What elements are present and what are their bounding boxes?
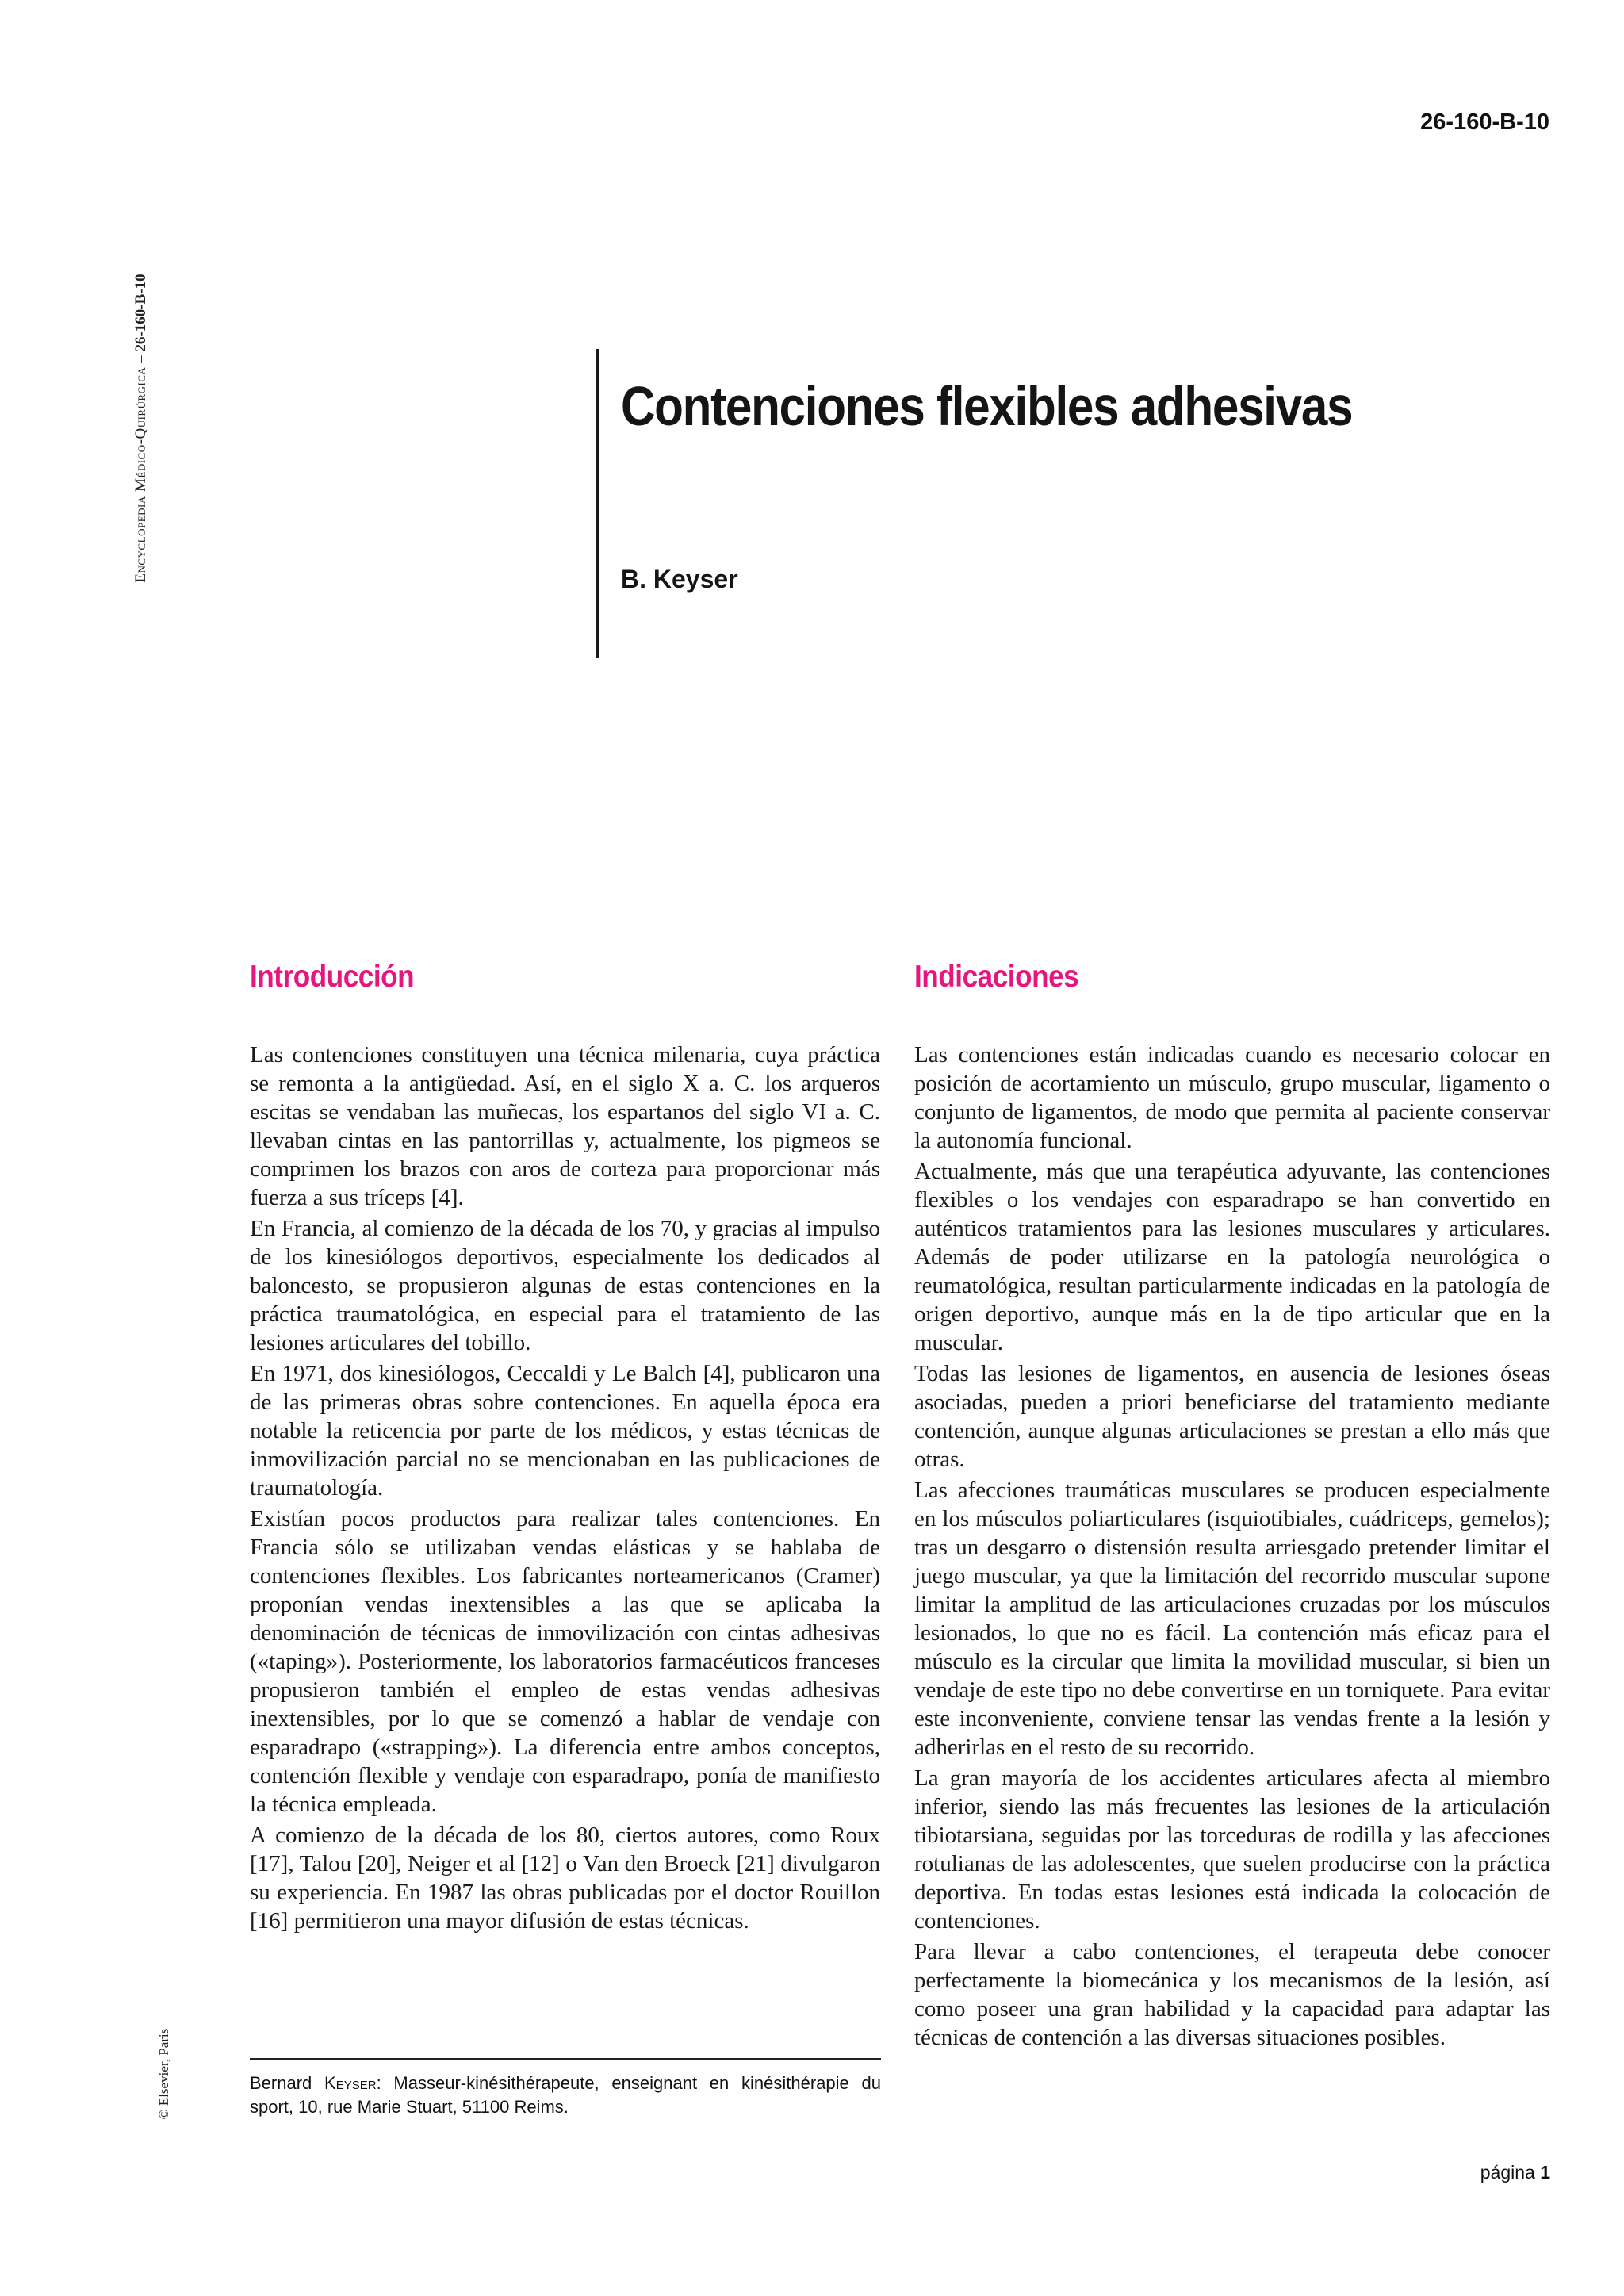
article-author: B. Keyser <box>621 565 738 593</box>
column-right <box>914 960 1550 2054</box>
paragraph: La gran mayoría de los accidentes articulares afecta al miembro inferior, siendo las más frecuentes las lesiones de la articulación tibiotarsiana, seguidas por las torceduras de rodilla y las afecciones rotulianas de las adolescentes, que suelen producirse con la práctica deportiva. En todas estas lesiones está indicada la colocación de contenciones. <box>914 1765 1550 1934</box>
paragraph: Existían pocos productos para realizar tales contenciones. En Francia sólo se utilizaban vendas elásticas y se hablaba de contenciones flexibles. Los fabricantes norteamericanos (Cramer) proponían vendas inextensibles a las que se aplicaba la denominación de técnicas de inmovilización con cintas adhesivas («taping»). Posteriormente, los laboratorios farmacéuticos franceses propusieron también el empleo de estas vendas adhesivas inextensibles, por lo que se comenzó a hablar de vendaje con esparadrapo («strapping»). La diferencia entre ambos conceptos, contención flexible y vendaje con esparadrapo, ponía de manifiesto la técnica empleada. <box>250 1506 880 1817</box>
journal-sidebar-label: Encyclopedia Médico-Quirúrgica – 26-160-B-10 <box>132 274 149 583</box>
page-number: página 1 <box>1480 2162 1550 2183</box>
journal-sidebar-code: 26-160-B-10 <box>132 274 149 352</box>
paragraph: A comienzo de la década de los 80, ciertos autores, como Roux [17], Talou [20], Neiger et al [12] o Van den Broeck [21] divulgaron su experiencia. En 1987 las obras publicadas por el doctor Rouillon [16] permitieron una mayor difusión de estas técnicas. <box>250 1823 880 1934</box>
paragraph: Las afecciones traumáticas musculares se producen especialmente en los músculos poliarticulares (isquiotibiales, cuádriceps, gemelos); tras un desgarro o distensión resulta arriesgado pretender limitar el juego muscular, ya que la limitación del recorrido muscular supone limitar la amplitud de las articulaciones cruzadas por los músculos lesionados, lo que no es fácil. La contención más eficaz para el músculo es la circular que limita la movilidad muscular, si bien un vendaje de este tipo no debe convertirse en un torniquete. Para evitar este inconveniente, conviene tensar las vendas frente a la lesión y adherirlas en el resto de su recorrido. <box>914 1478 1550 1760</box>
paragraph: Todas las lesiones de ligamentos, en ausencia de lesiones óseas asociadas, pueden a priori beneficiarse del tratamiento mediante contención, aunque algunas articulaciones se prestan a ello más que otras. <box>914 1361 1550 1472</box>
section-heading-introduccion: Introducción <box>250 960 415 994</box>
paragraph: Para llevar a cabo contenciones, el terapeuta debe conocer perfectamente la biomecánica y los mecanismos de la lesión, así como poseer una gran habilidad y la capacidad para adaptar las técnicas de contención a las diversas situaciones posibles. <box>914 1939 1550 2050</box>
footnote-divider <box>250 2058 881 2060</box>
document-code: 26-160-B-10 <box>1420 109 1549 135</box>
paragraph: Las contenciones están indicadas cuando es necesario colocar en posición de acortamiento un músculo, grupo muscular, ligamento o conjunto de ligamentos, de modo que permita al paciente conservar la autonomía funcional. <box>914 1042 1550 1153</box>
copyright-label: © Elsevier, Paris <box>156 2028 171 2120</box>
author-footnote: Bernard Keyser: Masseur-kinésithérapeute, enseignant en kinésithérapie du sport, 10, rue Marie Stuart, 51100 Reims. <box>250 2073 881 2117</box>
paragraph: Actualmente, más que una terapéutica adyuvante, las contenciones flexibles o los vendajes con esparadrapo se han convertido en auténticos tratamientos para las lesiones musculares y articulares. Además de poder utilizarse en la patología neurológica o reumatológica, resultan particularmente indicadas en la patología de origen deportivo, aunque más en la de tipo articular que en la muscular. <box>914 1159 1550 1355</box>
article-title: Contenciones flexibles adhesivas <box>621 375 1353 437</box>
paragraph: En 1971, dos kinesiólogos, Ceccaldi y Le Balch [4], publicaron una de las primeras obras sobre contenciones. En aquella época era notable la reticencia por parte de los médicos, y estas técnicas de inmovilización parcial no se mencionaban en las publicaciones de traumatología. <box>250 1361 880 1501</box>
paragraph: Las contenciones constituyen una técnica milenaria, cuya práctica se remonta a la antigüedad. Así, en el siglo X a. C. los arqueros escitas se vendaban las muñecas, los espartanos del siglo VI a. C. llevaban cintas en las pantorrillas y, actualmente, los pigmeos se comprimen los brazos con aros de corteza para proporcionar más fuerza a sus tríceps [4]. <box>250 1042 880 1210</box>
footnote-surname: Keyser <box>324 2073 377 2093</box>
paragraph: En Francia, al comienzo de la década de los 70, y gracias al impulso de los kinesiólogos deportivos, especialmente los dedicados al baloncesto, se propusieron algunas de estas contenciones en la práctica traumatológica, en especial para el tratamiento de las lesiones articulares del tobillo. <box>250 1216 880 1355</box>
title-divider <box>596 349 599 658</box>
section-heading-indicaciones: Indicaciones <box>914 960 1079 994</box>
column-left <box>250 960 880 1938</box>
